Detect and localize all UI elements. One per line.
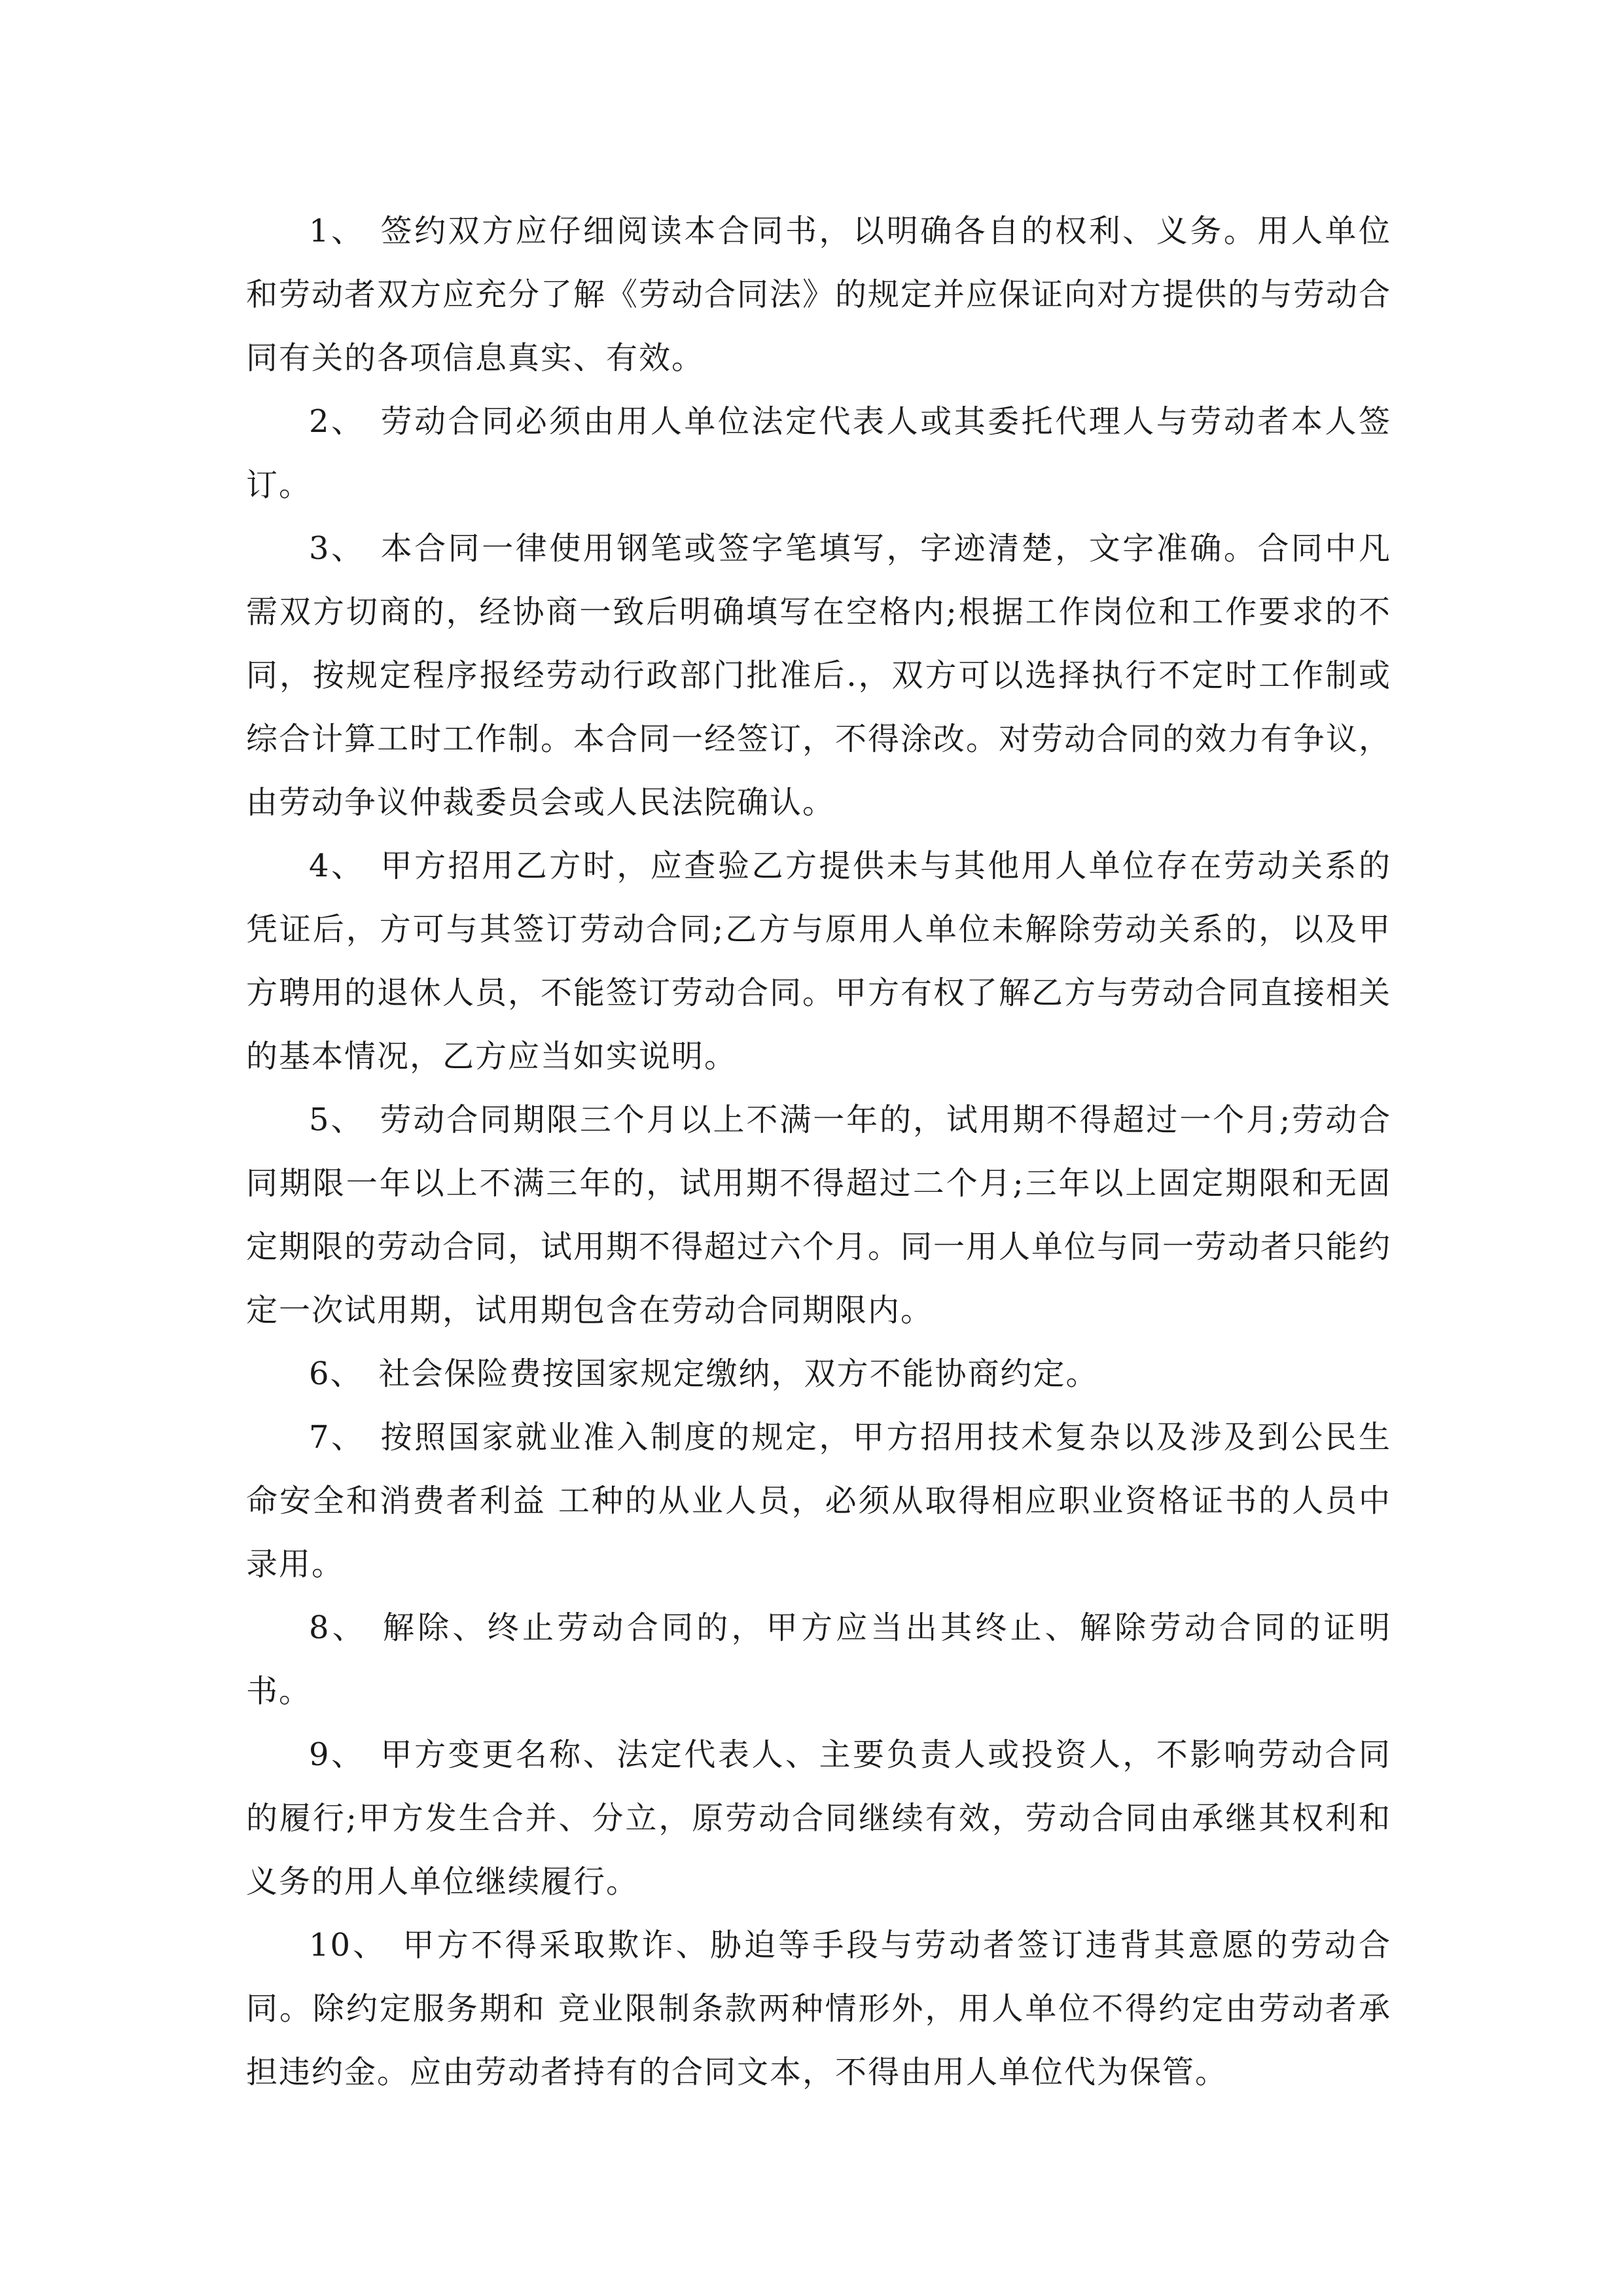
clause-text: 本合同一律使用钢笔或签字笔填写，字迹清楚，文字准确。合同中凡需双方切商的，经协商一致后明确填写在空格内;根据工作岗位和工作要求的不同，按规定程序报经劳动行政部门批准后.，双方可以选择执行不定时工作制或综合计算工时工作制。本合同一经签订，不得涂改。对劳动合同的效力有争议，由劳动争议仲裁委员会或人民法院确认。 xyxy=(246,530,1392,821)
clause-number: 8、 xyxy=(309,1609,368,1646)
clause-10 xyxy=(246,1914,1391,2104)
clause-text: 签约双方应仔细阅读本合同书，以明确各自的权利、义务。用人单位和劳动者双方应充分了解《劳动合同法》的规定并应保证向对方提供的与劳动合同有关的各项信息真实、有效。 xyxy=(246,213,1392,376)
clause-4 xyxy=(246,834,1391,1088)
clause-3 xyxy=(246,517,1391,834)
clause-text: 甲方招用乙方时，应查验乙方提供未与其他用人单位存在劳动关系的凭证后，方可与其签订劳动合同;乙方与原用人单位未解除劳动关系的，以及甲方聘用的退休人员，不能签订劳动合同。甲方有权了解乙方与劳动合同直接相关的基本情况，乙方应当如实说明。 xyxy=(246,848,1392,1075)
clause-6 xyxy=(246,1342,1391,1406)
clause-text: 劳动合同必须由用人单位法定代表人或其委托代理人与劳动者本人签订。 xyxy=(246,403,1391,503)
clause-number: 5、 xyxy=(309,1102,365,1138)
clause-number: 9、 xyxy=(309,1736,365,1773)
clause-7 xyxy=(246,1406,1391,1596)
document-body xyxy=(246,200,1391,2104)
clause-text: 甲方不得采取欺诈、胁迫等手段与劳动者签订违背其意愿的劳动合同。除约定服务期和 竞业限制条款两种情形外，用人单位不得约定由劳动者承担违约金。应由劳动者持有的合同文本，不得由用人单位代为保管。 xyxy=(246,1927,1391,2090)
clause-text: 解除、终止劳动合同的，甲方应当出其终止、解除劳动合同的证明书。 xyxy=(246,1609,1391,1710)
clause-text: 甲方变更名称、法定代表人、主要负责人或投资人，不影响劳动合同的履行;甲方发生合并、分立，原劳动合同继续有效，劳动合同由承继其权利和义务的用人单位继续履行。 xyxy=(246,1736,1391,1900)
clause-1 xyxy=(246,200,1391,390)
clause-number: 2、 xyxy=(309,403,365,440)
clause-text: 劳动合同期限三个月以上不满一年的，试用期不得超过一个月;劳动合同期限一年以上不满三年的，试用期不得超过二个月;三年以上固定期限和无固定期限的劳动合同，试用期不得超过六个月。同一用人单位与同一劳动者只能约定一次试用期，试用期包含在劳动合同期限内。 xyxy=(246,1102,1392,1329)
clause-number: 6、 xyxy=(309,1355,363,1392)
clause-5 xyxy=(246,1088,1391,1342)
clause-number: 7、 xyxy=(309,1419,365,1456)
clause-2 xyxy=(246,390,1391,517)
clause-number: 10、 xyxy=(309,1927,387,1964)
clause-number: 4、 xyxy=(309,848,365,884)
clause-8 xyxy=(246,1596,1391,1723)
clause-text: 按照国家就业准入制度的规定，甲方招用技术复杂以及涉及到公民生命安全和消费者利益 工种的从业人员，必须从取得相应职业资格证书的人员中录用。 xyxy=(246,1419,1391,1583)
clause-number: 1、 xyxy=(309,213,365,249)
clause-9 xyxy=(246,1723,1391,1914)
clause-number: 3、 xyxy=(309,530,365,567)
clause-text: 社会保险费按国家规定缴纳，双方不能协商约定。 xyxy=(378,1355,1099,1392)
